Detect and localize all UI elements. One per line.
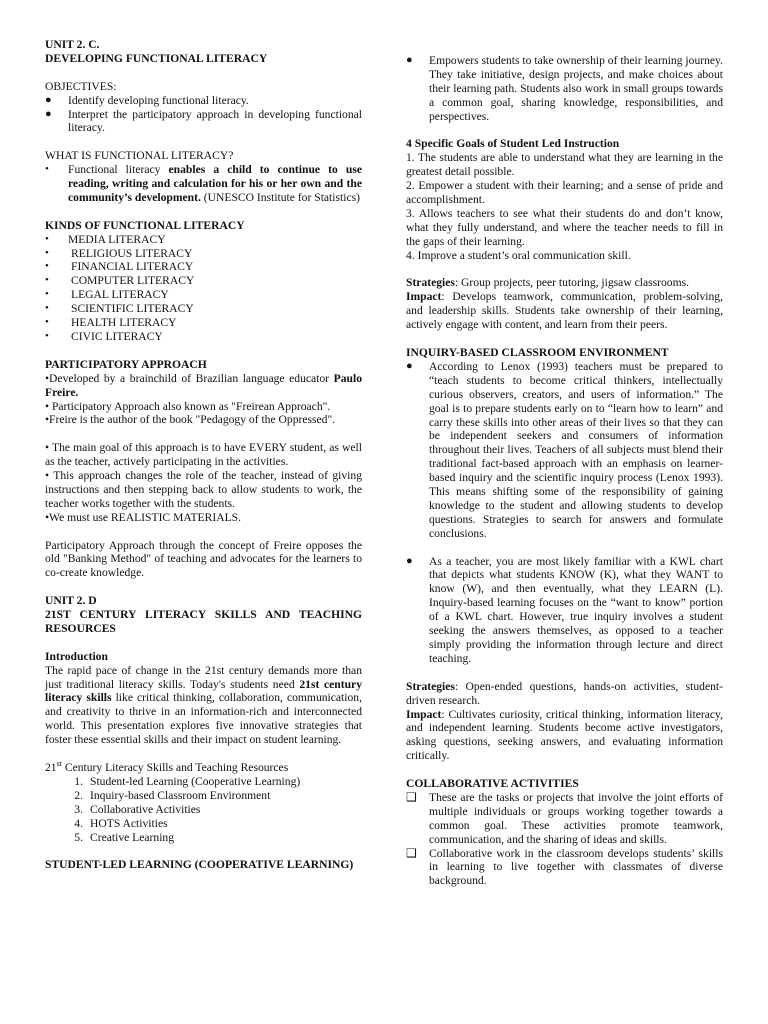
bullet-icon: ● bbox=[45, 107, 52, 120]
list-item: • HEALTH LITERACY bbox=[45, 316, 177, 330]
list-item: • SCIENTIFIC LITERACY bbox=[45, 302, 194, 316]
list-item: • CIVIC LITERACY bbox=[45, 329, 163, 343]
strategies-text: Strategies: Open-ended questions, hands-on activities, student-driven research. bbox=[406, 679, 723, 707]
impact-text: Impact: Cultivates curiosity, critical thinking, information literacy, and independent learning. Students become active investigators, asking questions, seeking answers, and evaluating information critically. bbox=[406, 707, 723, 763]
skills-list-title: 21st Century Literacy Skills and Teaching Resources bbox=[45, 759, 289, 774]
bullet-icon: • bbox=[45, 302, 49, 315]
bullet-icon: • bbox=[45, 246, 49, 259]
bullet-icon: • bbox=[45, 329, 49, 342]
objective-item: ● Interpret the participatory approach in developing functional literacy. bbox=[45, 107, 362, 135]
student-led-heading: STUDENT-LED LEARNING (COOPERATIVE LEARNING) bbox=[45, 858, 354, 872]
pa-summary: Participatory Approach through the concept of Freire opposes the old "Banking Method" of teaching and advocates for the learners to co-create knowledge. bbox=[45, 538, 362, 580]
skills-list bbox=[45, 775, 362, 845]
what-is-heading: WHAT IS FUNCTIONAL LITERACY? bbox=[45, 149, 234, 163]
intro-heading: Introduction bbox=[45, 649, 108, 663]
objectives-heading: OBJECTIVES: bbox=[45, 79, 117, 93]
participatory-heading: PARTICIPATORY APPROACH bbox=[45, 357, 207, 371]
objective-item: ● Identify developing functional literacy. bbox=[45, 93, 249, 107]
unit-d-title: 21ST CENTURY LITERACY SKILLS AND TEACHING RESOURCES bbox=[45, 608, 362, 635]
impact-text: Impact: Develops teamwork, communication, problem-solving, and leadership skills. Students take ownership of their learning, actively engage with content, and learn from their peers. bbox=[406, 290, 723, 332]
empower-bullet: ● Empowers students to take ownership of their learning journey. They take initiative, design projects, and make choices about their learning path. Students also work in small groups towards a common goal, sharing knowledge, responsibilities, and perspectives. bbox=[406, 54, 723, 123]
bullet-icon: • bbox=[45, 316, 49, 329]
bullet-icon: ● bbox=[406, 359, 413, 372]
goal-item: 3. Allows teachers to see what their students do and don’t know, what they fully understand, and where the teacher needs to fill in the gaps of their learning. bbox=[406, 206, 723, 248]
list-item: 1. Student-led Learning (Cooperative Learning) bbox=[74, 774, 301, 788]
collab-heading: COLLABORATIVE ACTIVITIES bbox=[406, 777, 579, 791]
inquiry-bullet: ● According to Lenox (1993) teachers must be prepared to “teach students to become critical thinkers, intellectually curious observers, creators, and users of information.” The goal is to prepare students early on to “learn how to learn” and carry these skills into other areas of their lives so that they can be independent seekers and consumers of information throughout their lives. Teachers of all subjects must blend their traditional fact-based approach with an emphasis on learner-based inquiry and the scientific inquiry process (Lenox 1993). This means shifting some of the responsibility of gaining knowledge to the student and allowing students to develop questions. Strategies to search for answers and formulate conclusions. bbox=[406, 359, 723, 540]
intro-paragraph: The rapid pace of change in the 21st century demands more than just traditional literacy skills. Today's students need 21st century literacy skills like critical thinking, collaboration, communication, and creativity to thrive in an information-rich and interconnected world. This presentation explores five innovative strategies that foster these essential skills and their impact on student learning. bbox=[45, 663, 362, 747]
bullet-icon: • bbox=[45, 163, 49, 176]
list-item: • FINANCIAL LITERACY bbox=[45, 260, 194, 274]
unit-c-title: DEVELOPING FUNCTIONAL LITERACY bbox=[45, 51, 268, 65]
goal-item: 1. The students are able to understand what they are learning in the greatest detail possible. bbox=[406, 151, 723, 179]
definition-item: • Functional literacy enables a child to continue to use reading, writing and calculation for his or her own and the community’s development. (UNESCO Institute for Statistics) bbox=[45, 163, 362, 204]
kinds-list bbox=[45, 233, 362, 344]
strategies-text: Strategies: Group projects, peer tutoring, jigsaw classrooms. bbox=[406, 276, 690, 290]
collab-item: ❑ Collaborative work in the classroom develops students’ skills in learning to live together with classmates of diverse background. bbox=[406, 845, 723, 888]
list-item: 5. Creative Learning bbox=[74, 830, 175, 844]
left-column bbox=[45, 38, 362, 872]
list-item: • RELIGIOUS LITERACY bbox=[45, 246, 193, 260]
bullet-icon: ● bbox=[45, 93, 52, 106]
list-item: 2. Inquiry-based Classroom Environment bbox=[74, 788, 271, 802]
pa-paragraph: • Participatory Approach also known as "Freirean Approach". bbox=[45, 399, 331, 413]
bullet-icon: • bbox=[45, 274, 49, 287]
goals-heading: 4 Specific Goals of Student Led Instruction bbox=[406, 137, 620, 151]
goal-item: 2. Empower a student with their learning; and a sense of pride and accomplishment. bbox=[406, 179, 723, 207]
checkbox-square-icon: ❑ bbox=[406, 845, 417, 860]
unit-c-label: UNIT 2. C. bbox=[45, 38, 100, 51]
bullet-icon: ● bbox=[406, 54, 413, 66]
list-item: • LEGAL LITERACY bbox=[45, 288, 169, 302]
pa-paragraph: •Freire is the author of the book "Pedagogy of the Oppressed". bbox=[45, 413, 336, 427]
bullet-icon: • bbox=[45, 260, 49, 273]
kinds-heading: KINDS OF FUNCTIONAL LITERACY bbox=[45, 218, 245, 232]
list-item: 4. HOTS Activities bbox=[74, 816, 168, 830]
list-item: • MEDIA LITERACY bbox=[45, 232, 166, 246]
list-item: • COMPUTER LITERACY bbox=[45, 274, 195, 288]
right-column bbox=[406, 54, 723, 888]
bullet-icon: • bbox=[45, 232, 49, 245]
bullet-icon: ● bbox=[406, 554, 413, 567]
unit-d-label: UNIT 2. D bbox=[45, 594, 97, 608]
list-item: 3. Collaborative Activities bbox=[74, 802, 201, 816]
inquiry-heading: INQUIRY-BASED CLASSROOM ENVIRONMENT bbox=[406, 345, 669, 359]
bullet-icon: • bbox=[45, 288, 49, 301]
checkbox-square-icon: ❑ bbox=[406, 789, 417, 804]
goal-item: 4. Improve a student’s oral communication skill. bbox=[406, 248, 631, 262]
pa-paragraph: • This approach changes the role of the teacher, instead of giving instructions and then stepping back to allow students to work, the teacher works together with the students. bbox=[45, 469, 362, 510]
collab-item: ❑ These are the tasks or projects that involve the joint efforts of multiple individuals or groups working together towards a common goal. These activities promote teamwork, communication, and the sharing of ideas and skills. bbox=[406, 789, 723, 846]
pa-paragraph: •Developed by a brainchild of Brazilian language educator Paulo Freire. bbox=[45, 371, 362, 399]
pa-paragraph: • The main goal of this approach is to have EVERY student, as well as the teacher, actively participating in the activities. bbox=[45, 441, 362, 469]
pa-paragraph: •We must use REALISTIC MATERIALS. bbox=[45, 510, 242, 524]
inquiry-bullet: ● As a teacher, you are most likely familiar with a KWL chart that depicts what students KNOW (K), what they WANT to know (W), and then eventually, what they LEARN (L). Inquiry-based learning focuses on the “want to know” portion of a KWL chart. However, true inquiry involves a student seeking the answers themselves, as opposed to a teacher simply providing the information through lecture and direct teaching. bbox=[406, 554, 723, 665]
